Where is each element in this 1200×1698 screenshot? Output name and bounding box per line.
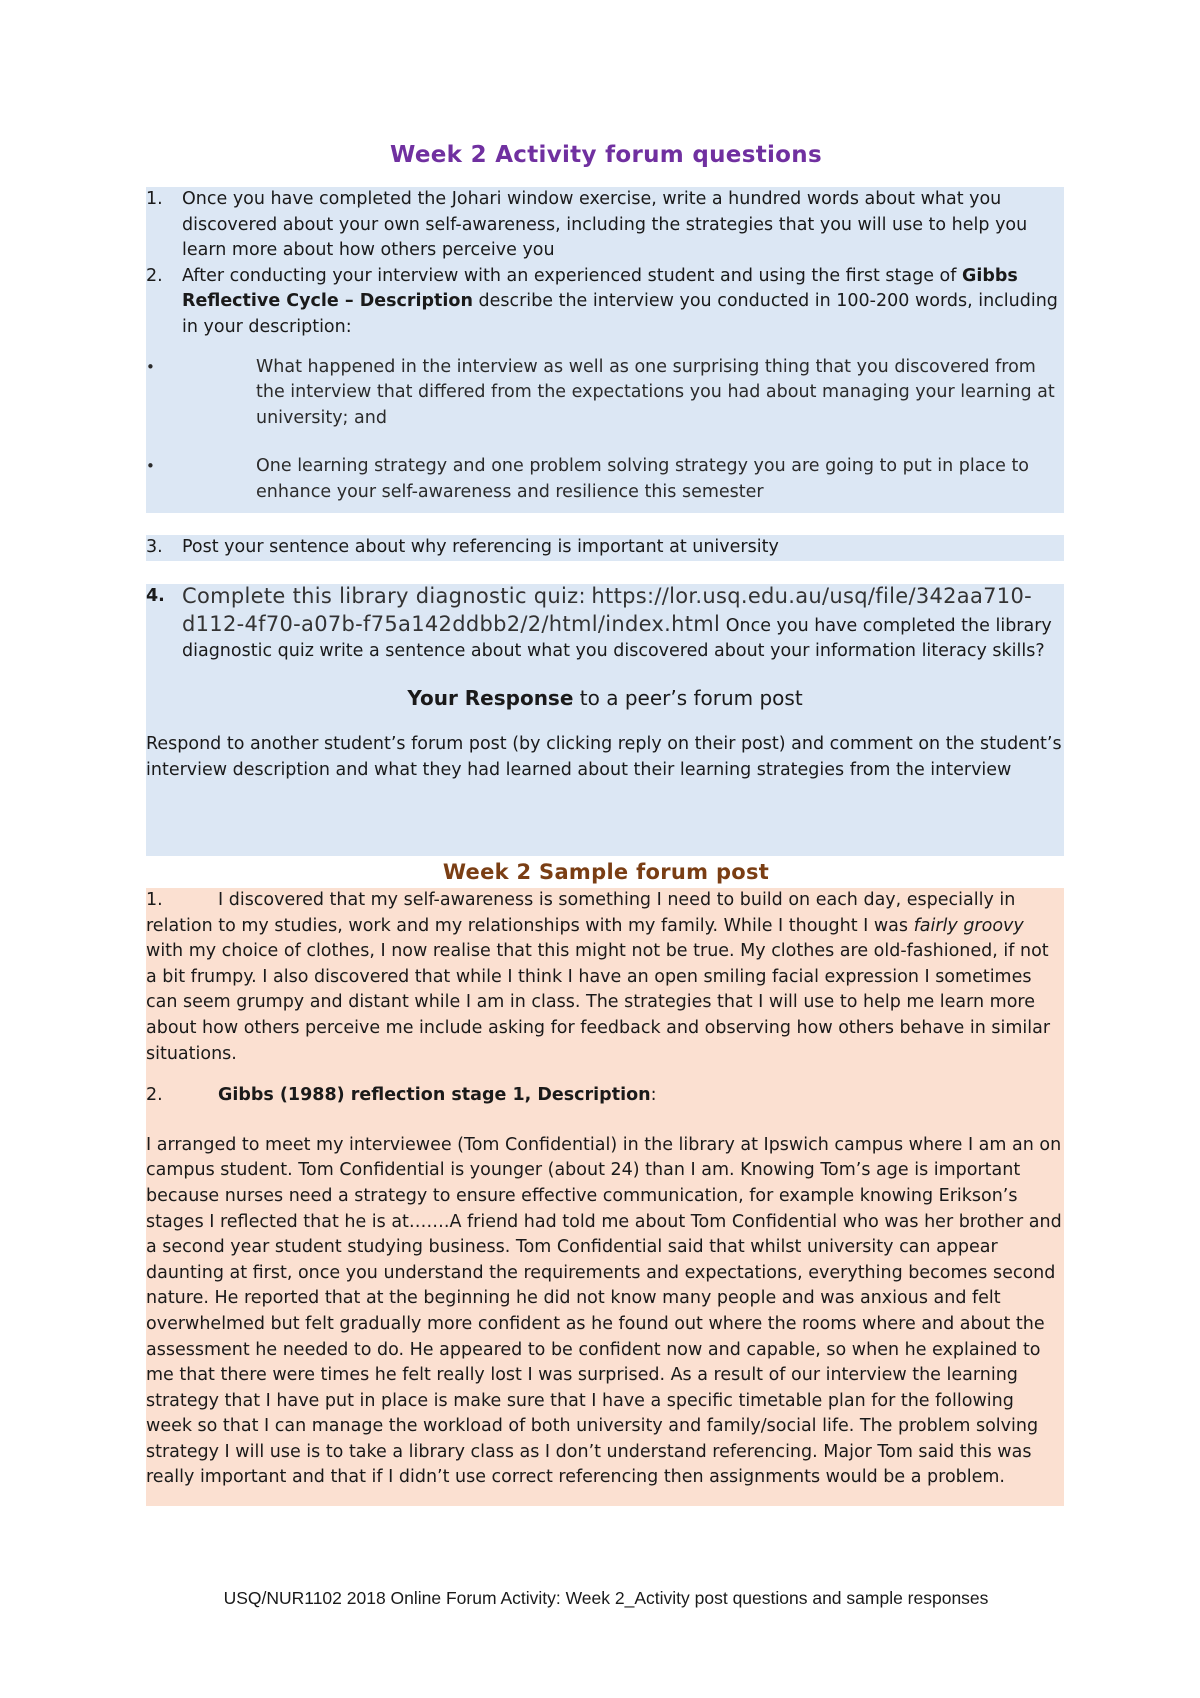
question-3-row — [146, 535, 1064, 561]
response-heading-rest: to a peer’s forum post — [573, 685, 803, 710]
sample-paragraph-1 — [146, 888, 1064, 1067]
question-text: describe the interview you conducted in 100-200 words, including in your description: — [182, 291, 1058, 337]
page-footer: USQ/NUR1102 2018 Online Forum Activity: Week 2_Activity post questions and sample responses — [223, 1588, 989, 1608]
question-text: After conducting your interview with an experienced student and using the first stage of — [182, 265, 962, 286]
paragraph-number: 2. — [146, 1085, 163, 1106]
question-2 — [146, 264, 1064, 341]
list-item — [146, 355, 1064, 432]
sample-title: Week 2 Sample forum post — [442, 860, 770, 884]
response-heading — [146, 686, 1064, 712]
questions-block-4 — [146, 584, 1064, 856]
question-text: Once you have completed the Johari window exercise, write a hundred words about what you discovered about your own self-awareness, including the strategies that you will use to help you learn more about how others perceive you — [182, 189, 1028, 261]
question-number: 3. — [146, 537, 163, 557]
paragraph-heading: Gibbs (1988) reflection stage 1, Description — [218, 1085, 651, 1106]
quiz-link[interactable]: https://lor.usq.edu.au/usq/file/342aa710-d112-4f70-a07b-f75a142ddbb2/2/html/index.html — [182, 584, 1032, 636]
question-text: Once you have completed the library diagnostic quiz write a sentence about what you discovered about your information literacy skills? — [182, 615, 1052, 662]
paragraph-italic: fairly groovy — [913, 915, 1024, 936]
response-text: Respond to another student’s forum post (by clicking reply on their post) and comment on the student’s interview description and what they had learned about their learning strategies from the interview — [146, 734, 1062, 780]
paragraph-text: I discovered that my self-awareness is something I need to build on each day, especially in relation to my studies, work and my relationships with my family. While I thought I was — [146, 890, 1016, 936]
heading-colon: : — [650, 1085, 657, 1106]
questions-block-1-2 — [146, 187, 1064, 513]
question-4 — [146, 584, 1064, 665]
sample-paragraph-2: I arranged to meet my interviewee (Tom Confidential) in the library at Ipswich campus where I am an on campus student. Tom Confidential is younger (about 24) than I am. Knowing Tom’s age is important because nurses need a strategy to ensure effective communication, for example knowing Erikson’s stages I reflected that he is at…….A friend had told me about Tom Confidential who was her brother and a second year student studying business. Tom Confidential said that whilst university can appear daunting at first, once you understand the requirements and expectations, everything becomes second nature. He reported that at the beginning he did not know many people and was anxious and felt overwhelmed but felt gradually more confident as he found out where the rooms where and about the assessment he needed to do. He appeared to be confident now and capable, so when he explained to me that there were times he felt really lost I was surprised. As a result of our interview the learning strategy that I have put in place is make sure that I have a specific timetable plan for the following week so that I can manage the workload of both university and family/social life. The problem solving strategy I will use is to take a library class as I don’t understand referencing. Major Tom said this was really important and that if I didn’t use correct referencing then assignments would be a problem. — [146, 1134, 1062, 1488]
paragraph-text: with my choice of clothes, I now realise that this might not be true. My clothes are old-fashioned, if not a bit frumpy. I also discovered that while I think I have an open smiling facial expression I sometimes can seem grumpy and distant while I am in class. The strategies that I will use to help me learn more about how others perceive me include asking for feedback and observing how others behave in similar situations. — [146, 941, 1051, 1064]
sample-post-block — [146, 888, 1064, 1506]
page-title: Week 2 Activity forum questions — [390, 142, 822, 168]
question-number: 2. — [146, 265, 163, 286]
sample-paragraph-2-heading — [146, 1083, 1064, 1109]
list-item — [146, 454, 1064, 505]
question-lead: Complete this library diagnostic quiz: — [182, 584, 586, 608]
bullet-icon: • — [146, 357, 155, 376]
question-text: Post your sentence about why referencing is important at university — [182, 537, 779, 557]
question-number: 4. — [146, 586, 165, 606]
bullet-text: One learning strategy and one problem solving strategy you are going to put in place to enhance your self-awareness and resilience this semester — [256, 456, 1030, 502]
question-1 — [146, 187, 1064, 264]
response-heading-bold: Your Response — [407, 685, 574, 710]
question-number: 1. — [146, 189, 163, 209]
bullet-icon: • — [146, 457, 155, 476]
question-bold-text: Gibbs Reflective Cycle – Description — [182, 265, 1018, 312]
bullet-text: What happened in the interview as well as one surprising thing that you discovered from the interview that differed from the expectations you had about managing your learning at university; and — [256, 356, 1055, 428]
paragraph-number: 1. — [146, 890, 163, 910]
question-3 — [146, 535, 1064, 561]
